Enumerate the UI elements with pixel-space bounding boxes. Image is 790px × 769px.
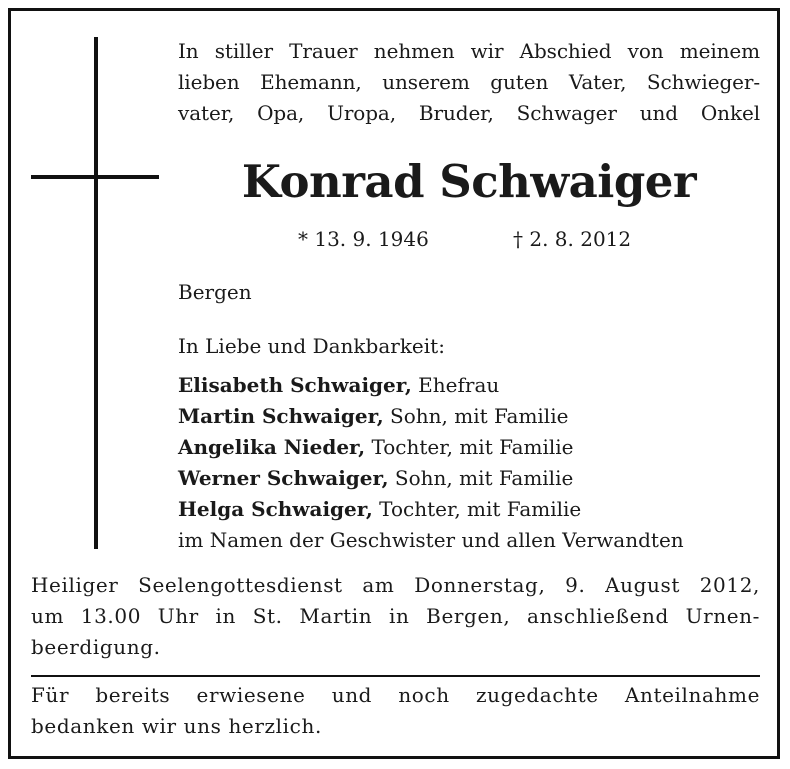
intro-text [178, 36, 760, 129]
cross-horizontal-bar [31, 175, 159, 179]
mourners-list [178, 370, 778, 556]
intro-line: vater, Opa, Uropa, Bruder, Schwager und Onkel [178, 101, 760, 125]
mourner-line [178, 432, 778, 463]
mourner-relation: Sohn, mit Familie [383, 404, 569, 428]
divider-line [31, 675, 760, 677]
mourner-name: Elisabeth Schwaiger, [178, 373, 412, 397]
service-line: Heiliger Seelengottesdienst am Donnerstag, 9. August 2012, [31, 573, 760, 597]
birth-date: * 13. 9. 1946 [298, 227, 429, 251]
service-line: beerdigung. [31, 635, 161, 659]
mourner-name: Helga Schwaiger, [178, 497, 373, 521]
service-line: um 13.00 Uhr in St. Martin in Bergen, anschließend Urnen- [31, 604, 760, 628]
mourner-name: Werner Schwaiger, [178, 466, 389, 490]
mourner-relation: Tochter, mit Familie [365, 435, 574, 459]
closing-thanks [31, 680, 760, 742]
mourner-line [178, 494, 778, 525]
place-name: Bergen [178, 280, 252, 304]
mourner-relation: Sohn, mit Familie [388, 466, 574, 490]
mourner-relation: Ehefrau [411, 373, 500, 397]
service-announcement [31, 570, 760, 663]
relatives-line: im Namen der Geschwister und allen Verwandten [178, 528, 684, 552]
death-date: † 2. 8. 2012 [513, 227, 632, 251]
intro-line: lieben Ehemann, unserem guten Vater, Schwieger- [178, 70, 760, 94]
cross-vertical-bar [94, 37, 98, 549]
mourner-line [178, 401, 778, 432]
closing-line: Für bereits erwiesene und noch zugedachte Anteilnahme [31, 683, 760, 707]
mourner-line [178, 463, 778, 494]
thanks-heading: In Liebe und Dankbarkeit: [178, 334, 445, 358]
mourner-name: Angelika Nieder, [178, 435, 366, 459]
mourner-name: Martin Schwaiger, [178, 404, 384, 428]
deceased-name: Konrad Schwaiger [241, 155, 697, 208]
mourner-relation: Tochter, mit Familie [372, 497, 582, 521]
closing-line: bedanken wir uns herzlich. [31, 714, 322, 738]
mourner-line [178, 370, 778, 401]
intro-line: In stiller Trauer nehmen wir Abschied von meinem [178, 39, 760, 63]
